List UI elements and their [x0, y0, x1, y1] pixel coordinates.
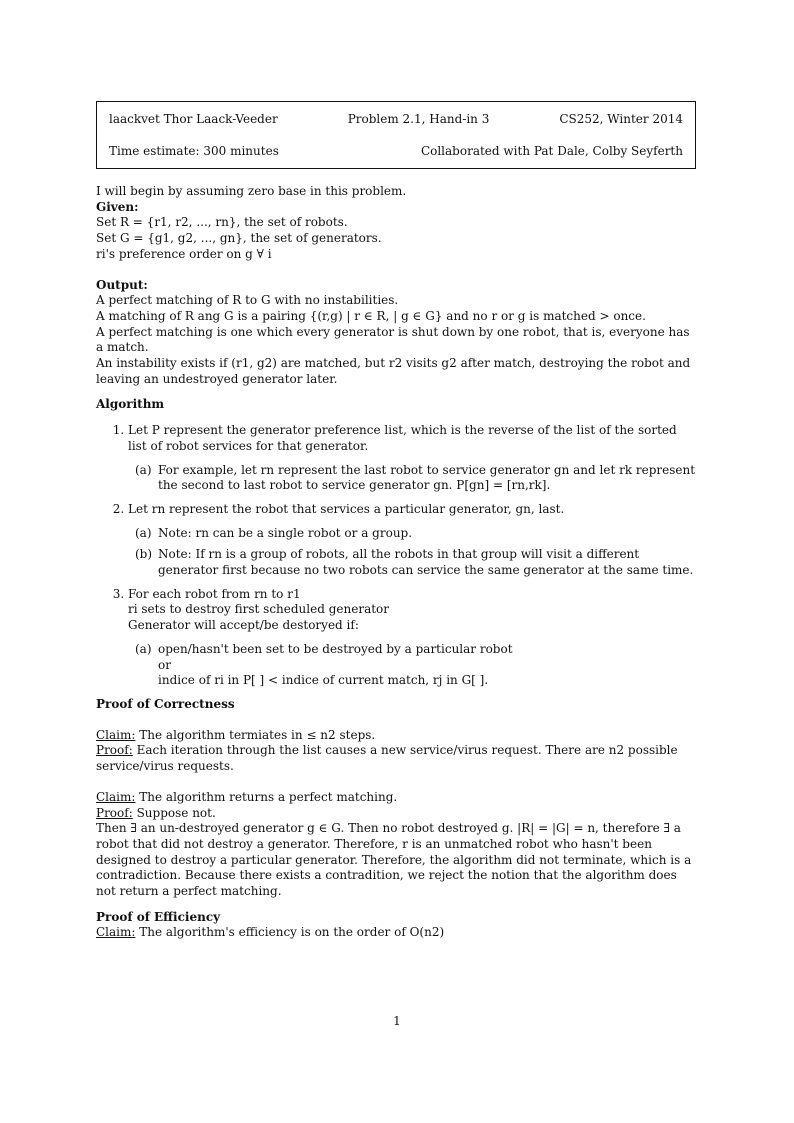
step-3a-line-1: open/hasn't been set to be destroyed by a particular robot	[158, 641, 513, 656]
proof-2-body: Then ∃ an un-destroyed generator g ∈ G. Then no robot destroyed g. |R| = |G| = n, therefore ∃ a robot that did not destroy a generator. Therefore, r is an unmatched robot who hasn't been designed to destroy a particular generator. Therefore, the algorithm did not terminate, which is a contradiction. Because there exists a contradition, we reject the notion that the algorithm does not return a perfect matching.	[96, 821, 692, 899]
step-3-line-2: ri sets to destroy first scheduled generator	[128, 602, 389, 617]
step-3a-line-2: or	[158, 657, 171, 672]
proof-label: Proof:	[96, 805, 133, 820]
proof-1	[96, 743, 698, 774]
step-3a-line-3: indice of ri in P[ ] < indice of current match, rj in G[ ].	[158, 673, 489, 688]
given-line-3: ri's preference order on g ∀ i	[96, 246, 272, 261]
step-1-text: Let P represent the generator preference list, which is the reverse of the list of the sorted list of robot services for that generator.	[128, 423, 677, 453]
algorithm-substeps	[128, 526, 698, 579]
output-line-4: An instability exists if (r1, g2) are matched, but r2 visits g2 after match, destroying the robot and leaving an undestroyed generator later.	[96, 356, 691, 386]
efficiency-claim-text: The algorithm's efficiency is on the order of O(n2)	[139, 925, 445, 940]
algorithm-substeps	[128, 642, 698, 689]
algorithm-substep: (b) Note: If rn is a group of robots, all the robots in that group will visit a different generator first because no two robots can service the same generator at the same time.	[135, 547, 694, 578]
algorithm-steps	[96, 423, 698, 689]
claim-2	[96, 790, 698, 806]
step-2a-text: Note: rn can be a single robot or a group.	[158, 525, 413, 540]
algorithm-step	[128, 423, 698, 494]
algorithm-substep: (a) For example, let rn represent the last robot to service generator gn and let rk represent the second to last robot to service generator gn. P[gn] = [rn,rk].	[135, 462, 696, 493]
proof-label: Proof:	[96, 743, 133, 758]
header-box	[96, 101, 696, 169]
step-3-line-1: For each robot from rn to r1	[128, 586, 301, 601]
claim-2-text: The algorithm returns a perfect matching.	[139, 789, 398, 804]
header-row-2	[109, 144, 683, 158]
algorithm-substep: (a) Note: rn can be a single robot or a group.	[135, 525, 413, 540]
claim-label: Claim:	[96, 789, 136, 804]
step-3-line-3: Generator will accept/be destoryed if:	[128, 618, 359, 633]
header-row-1	[109, 112, 683, 126]
correctness-heading: Proof of Correctness	[96, 696, 235, 711]
step-1a-text: For example, let rn represent the last robot to service generator gn and let rk represent the second to last robot to service generator gn. P[gn] = [rn,rk].	[158, 462, 696, 493]
claim-label: Claim:	[96, 727, 136, 742]
author: laackvet Thor Laack-Veeder	[109, 112, 278, 126]
algorithm-heading: Algorithm	[96, 397, 165, 412]
time-estimate: Time estimate: 300 minutes	[109, 144, 279, 158]
efficiency-heading: Proof of Efficiency	[96, 909, 221, 924]
output-heading: Output:	[96, 277, 148, 292]
page-number: 1	[393, 1014, 401, 1028]
output-line-3: A perfect matching is one which every generator is shut down by one robot, that is, everyone has a match.	[96, 324, 690, 355]
step-2b-text: Note: If rn is a group of robots, all the robots in that group will visit a different generator first because no two robots can service the same generator at the same time.	[158, 547, 694, 578]
proof-1-text: Each iteration through the list causes a new service/virus request. There are n2 possible service/virus requests.	[96, 743, 678, 774]
claim-1	[96, 728, 698, 744]
step-2-text: Let rn represent the robot that services a particular generator, gn, last.	[128, 501, 565, 516]
algorithm-step	[128, 587, 698, 689]
proof-2-text: Suppose not.	[136, 805, 216, 820]
given-line-1: Set R = {r1, r2, ..., rn}, the set of robots.	[96, 215, 348, 230]
claim-1-text: The algorithm termiates in ≤ n2 steps.	[139, 727, 376, 742]
document-body	[96, 184, 698, 941]
output-line-1: A perfect matching of R to G with no instabilities.	[96, 293, 399, 308]
course-label: CS252, Winter 2014	[559, 112, 683, 126]
intro: I will begin by assuming zero base in this problem.	[96, 184, 407, 198]
given-heading: Given:	[96, 199, 139, 214]
algorithm-step	[128, 502, 698, 579]
efficiency-claim	[96, 925, 698, 941]
algorithm-substeps	[128, 463, 698, 494]
claim-label: Claim:	[96, 925, 136, 940]
proof-2	[96, 806, 698, 822]
algorithm-substep: (a) open/hasn't been set to be destroyed by a particular robot or indice of ri in P[ ] < indice of current match, rj in G[ ].	[135, 641, 513, 688]
problem-label: Problem 2.1, Hand-in 3	[347, 112, 490, 126]
given-line-2: Set G = {g1, g2, ..., gn}, the set of generators.	[96, 231, 382, 246]
output-line-2: A matching of R ang G is a pairing {(r,g) | r ∈ R, | g ∈ G} and no r or g is matched > once.	[96, 308, 646, 323]
collaborators: Collaborated with Pat Dale, Colby Seyferth	[420, 144, 683, 158]
